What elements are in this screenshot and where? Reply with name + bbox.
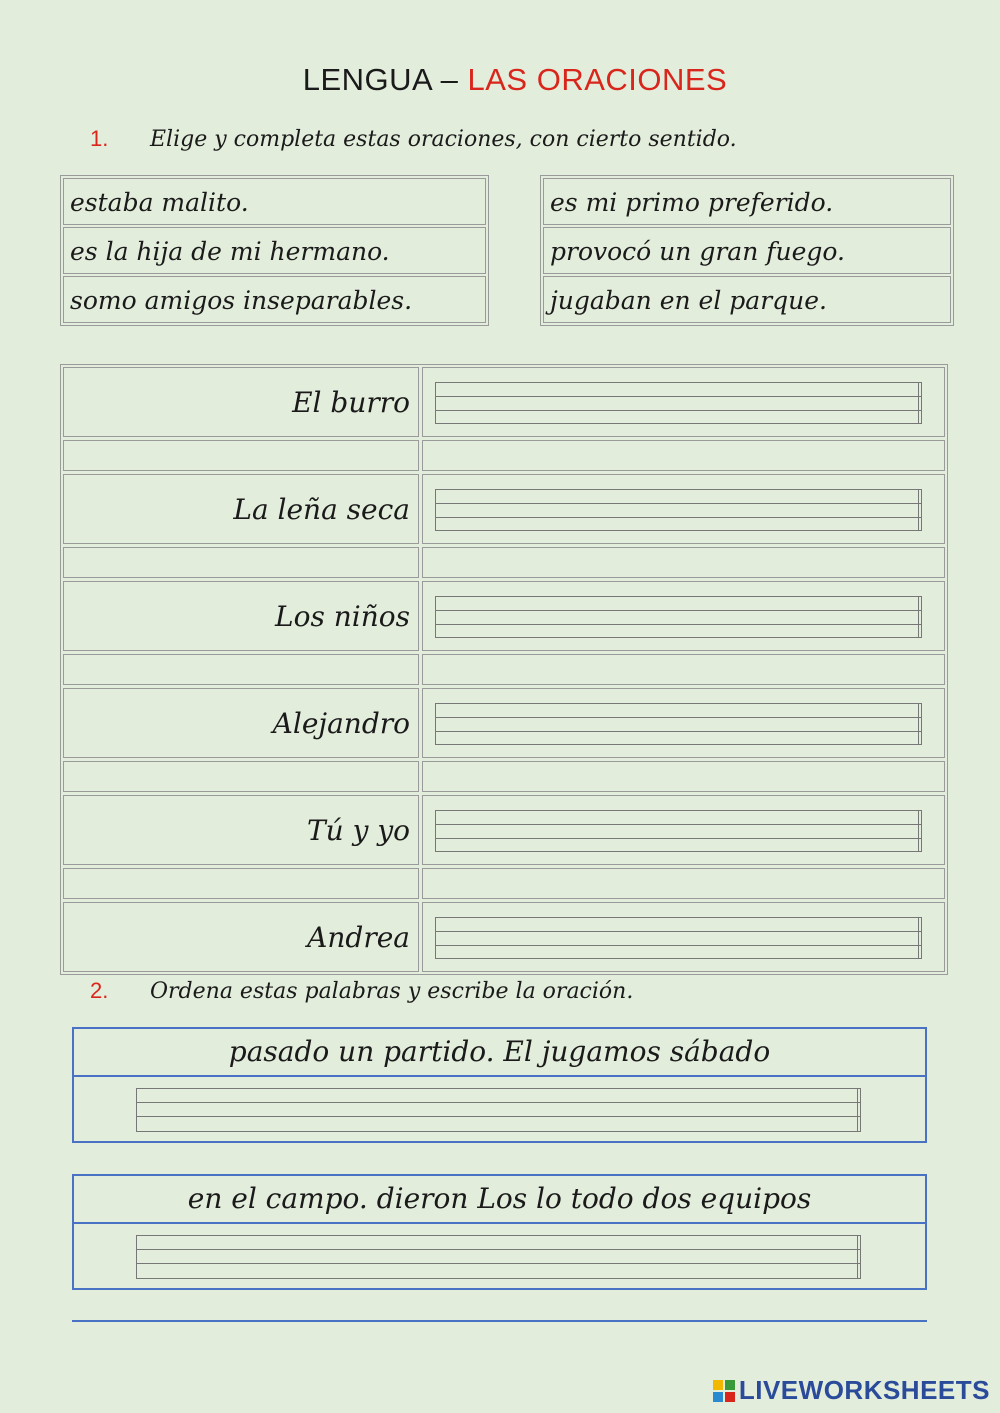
word-option[interactable]: provocó un gran fuego. xyxy=(543,227,951,274)
answer-cell xyxy=(422,474,945,544)
subject-cell: El burro xyxy=(63,367,419,437)
table-row xyxy=(63,902,945,972)
answer-input[interactable] xyxy=(435,917,922,959)
word-bank-left xyxy=(60,175,489,326)
divider xyxy=(72,1320,927,1322)
subject-cell: Tú y yo xyxy=(63,795,419,865)
subject-cell: Alejandro xyxy=(63,688,419,758)
answer-cell xyxy=(422,367,945,437)
answer-input[interactable] xyxy=(435,703,922,745)
answer-input[interactable] xyxy=(435,382,922,424)
answer-input[interactable] xyxy=(136,1088,861,1132)
logo-mark-icon xyxy=(713,1380,735,1402)
page-title xyxy=(0,62,1000,98)
subject-cell: La leña seca xyxy=(63,474,419,544)
exercise2-instruction xyxy=(90,978,633,1004)
spacer-row xyxy=(63,654,945,685)
answer-cell xyxy=(422,581,945,651)
table-row xyxy=(63,474,945,544)
word-option[interactable]: es mi primo preferido. xyxy=(543,178,951,225)
word-option[interactable]: es la hija de mi hermano. xyxy=(63,227,486,274)
answer-cell xyxy=(74,1077,925,1141)
word-option[interactable]: jugaban en el parque. xyxy=(543,276,951,323)
exercise2-text: Ordena estas palabras y escribe la oración. xyxy=(150,979,634,1004)
word-option[interactable]: estaba malito. xyxy=(63,178,486,225)
answer-cell xyxy=(74,1224,925,1288)
answer-input[interactable] xyxy=(435,489,922,531)
sentence-table xyxy=(60,364,948,975)
exercise1-instruction xyxy=(90,126,737,152)
liveworksheets-logo xyxy=(713,1375,990,1406)
answer-input[interactable] xyxy=(435,810,922,852)
scrambled-words: pasado un partido. El jugamos sábado xyxy=(74,1029,925,1077)
exercise1-number: 1. xyxy=(90,126,109,151)
table-row xyxy=(63,367,945,437)
spacer-row xyxy=(63,868,945,899)
subject-cell: Los niños xyxy=(63,581,419,651)
table-row xyxy=(63,795,945,865)
answer-cell xyxy=(422,688,945,758)
order-sentence-box xyxy=(72,1174,927,1290)
answer-cell xyxy=(422,795,945,865)
spacer-row xyxy=(63,761,945,792)
order-sentence-box xyxy=(72,1027,927,1143)
table-row xyxy=(63,688,945,758)
exercise2-number: 2. xyxy=(90,978,109,1003)
spacer-row xyxy=(63,440,945,471)
logo-text: LIVEWORKSHEETS xyxy=(738,1375,990,1405)
word-option[interactable]: somo amigos inseparables. xyxy=(63,276,486,323)
scrambled-words: en el campo. dieron Los lo todo dos equipos xyxy=(74,1176,925,1224)
table-row xyxy=(63,581,945,651)
answer-input[interactable] xyxy=(136,1235,861,1279)
answer-input[interactable] xyxy=(435,596,922,638)
exercise1-text: Elige y completa estas oraciones, con cierto sentido. xyxy=(150,127,737,152)
subject-cell: Andrea xyxy=(63,902,419,972)
title-part2: LAS ORACIONES xyxy=(467,62,728,97)
spacer-row xyxy=(63,547,945,578)
word-bank-right xyxy=(540,175,954,326)
title-part1: LENGUA – xyxy=(302,62,468,97)
answer-cell xyxy=(422,902,945,972)
